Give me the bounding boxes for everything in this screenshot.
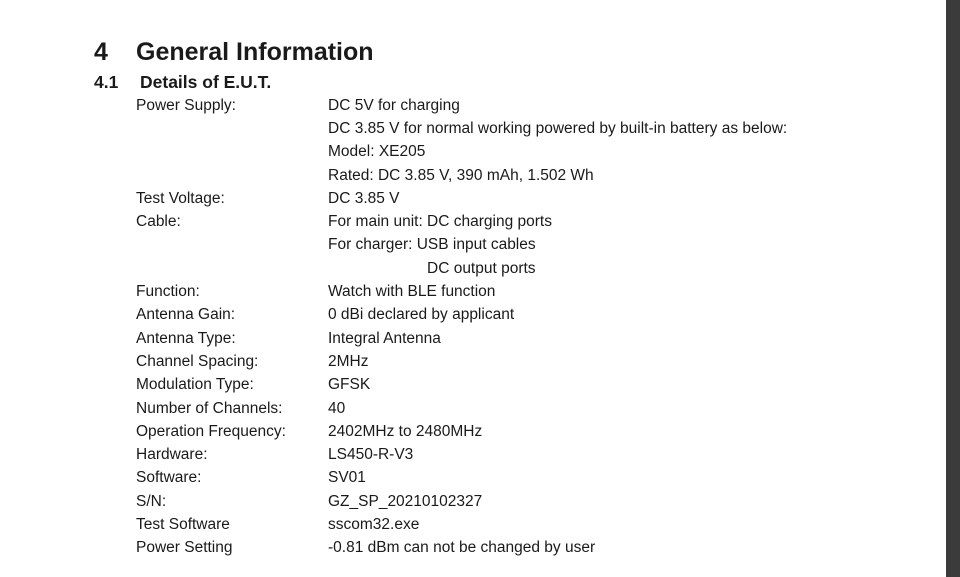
detail-value: DC output ports (427, 259, 536, 277)
detail-value: LS450-R-V3 (328, 446, 414, 464)
section-title: General Information (136, 37, 374, 66)
detail-label: Power Setting (136, 539, 233, 557)
detail-value: Integral Antenna (328, 329, 441, 347)
detail-row-cable (136, 210, 896, 233)
detail-value: Rated: DC 3.85 V, 390 mAh, 1.502 Wh (328, 166, 594, 184)
detail-row-number-of-channels (136, 397, 896, 420)
detail-value: For main unit: DC charging ports (328, 213, 552, 231)
detail-label: Channel Spacing: (136, 352, 259, 370)
detail-value: 2402MHz to 2480MHz (328, 422, 483, 440)
subsection-heading (94, 70, 271, 94)
detail-value: -0.81 dBm can not be changed by user (328, 539, 596, 557)
detail-row-test-software (136, 513, 896, 536)
detail-value: DC 3.85 V for normal working powered by built-in battery as below: (328, 119, 788, 137)
detail-value: 0 dBi declared by applicant (328, 306, 515, 324)
detail-label: Modulation Type: (136, 376, 254, 394)
detail-row-cable-charger (136, 234, 896, 257)
detail-row-serial-number (136, 490, 896, 513)
detail-row-cable-output (136, 257, 896, 280)
detail-label: Cable: (136, 213, 181, 231)
subsection-title: Details of E.U.T. (140, 71, 272, 92)
detail-row-battery-rated (136, 164, 896, 187)
detail-row-battery-model (136, 141, 896, 164)
detail-value: GFSK (328, 376, 371, 394)
detail-value: 2MHz (328, 352, 369, 370)
subsection-number: 4.1 (94, 71, 119, 92)
section-heading (94, 34, 374, 70)
detail-row-function (136, 280, 896, 303)
detail-value: 40 (328, 399, 346, 417)
detail-row-operation-frequency (136, 420, 896, 443)
detail-value: Watch with BLE function (328, 283, 496, 301)
detail-row-software (136, 467, 896, 490)
detail-value: DC 3.85 V (328, 189, 400, 207)
detail-value: SV01 (328, 469, 366, 487)
detail-row-channel-spacing (136, 350, 896, 373)
detail-label: Hardware: (136, 446, 208, 464)
section-number: 4 (94, 37, 108, 66)
detail-label: Test Voltage: (136, 189, 225, 207)
detail-row-power-setting (136, 537, 896, 560)
detail-value: DC 5V for charging (328, 96, 460, 114)
details-list (136, 94, 896, 560)
detail-row-power-supply-cont (136, 117, 896, 140)
detail-value: Model: XE205 (328, 143, 426, 161)
detail-label: Number of Channels: (136, 399, 283, 417)
detail-label: Antenna Gain: (136, 306, 236, 324)
detail-label: Function: (136, 283, 200, 301)
detail-row-antenna-gain (136, 304, 896, 327)
detail-value: For charger: USB input cables (328, 236, 536, 254)
vertical-scrollbar[interactable] (946, 0, 960, 577)
detail-row-modulation-type (136, 374, 896, 397)
detail-label: Power Supply: (136, 96, 236, 114)
detail-row-antenna-type (136, 327, 896, 350)
detail-label: Antenna Type: (136, 329, 236, 347)
detail-label: S/N: (136, 492, 167, 510)
detail-row-test-voltage (136, 187, 896, 210)
detail-row-power-supply (136, 94, 896, 117)
detail-row-hardware (136, 443, 896, 466)
detail-label: Test Software (136, 515, 230, 533)
detail-value: sscom32.exe (328, 515, 420, 533)
detail-value: GZ_SP_20210102327 (328, 492, 483, 510)
detail-label: Software: (136, 469, 202, 487)
detail-label: Operation Frequency: (136, 422, 286, 440)
